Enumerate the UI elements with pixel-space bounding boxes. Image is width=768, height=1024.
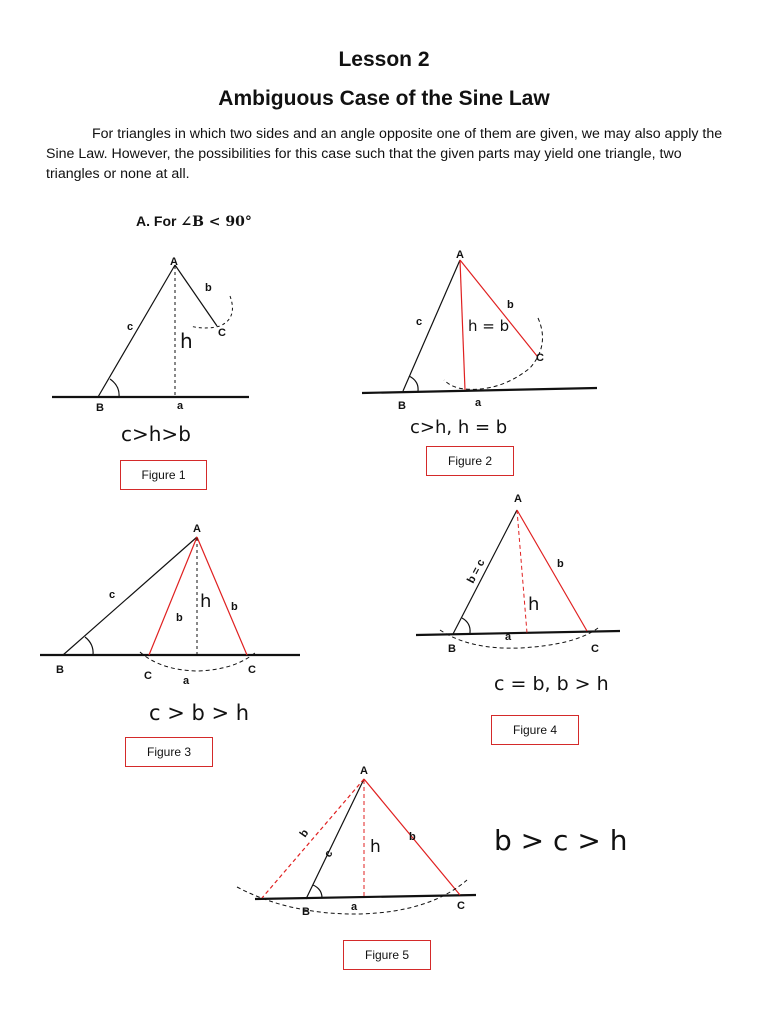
figure-2-caption: Figure 2 [426, 446, 514, 476]
figure-1-caption: Figure 1 [120, 460, 207, 490]
fig1-label-a: a [177, 400, 184, 412]
fig2-relation: c>h, h = b [410, 417, 508, 438]
figure-2-diagram [362, 249, 597, 438]
fig2-label-A: A [456, 249, 464, 261]
fig3-label-b2: b [231, 601, 238, 613]
fig5-label-b2: b [409, 831, 416, 843]
fig1-relation: c>h>b [121, 422, 191, 446]
fig4-height [517, 510, 527, 633]
fig5-relation: b > c > h [494, 824, 628, 857]
fig3-side-b1 [149, 537, 197, 655]
fig3-label-C2: C [248, 664, 256, 676]
fig5-label-h: h [370, 837, 381, 857]
fig2-label-c: c [416, 316, 423, 328]
fig2-label-a: a [475, 397, 482, 409]
fig4-label-c: b = c [465, 557, 488, 586]
figure-4-caption: Figure 4 [491, 715, 579, 745]
fig1-side-b [175, 265, 217, 326]
fig3-label-a: a [183, 675, 190, 687]
fig4-label-b: b [557, 558, 564, 570]
fig1-label-A: A [170, 256, 178, 268]
figure-3-caption: Figure 3 [125, 737, 213, 767]
figure-5-diagram [237, 765, 627, 918]
fig2-label-b: b [507, 299, 514, 311]
fig2-angle-mark [409, 376, 418, 391]
fig1-arc [190, 296, 232, 328]
fig4-label-a: a [505, 631, 512, 643]
figure-4-diagram [416, 493, 620, 695]
fig1-label-b: b [205, 282, 212, 294]
figure-5-caption: Figure 5 [343, 940, 431, 970]
fig3-label-A: A [193, 523, 201, 535]
figure-1-diagram [52, 256, 249, 446]
intro-text: For triangles in which two sides and an angle opposite one of them are given, we may also apply the Sine Law. However, the possibilities for this case such that the given parts may yield one triangle, two triangles or none at all. [46, 126, 723, 182]
page-title: Ambiguous Case of the Sine Law [218, 87, 550, 110]
fig3-relation: c > b > h [149, 701, 250, 725]
fig2-side-b [460, 260, 537, 356]
fig3-label-B: B [56, 664, 64, 676]
fig4-label-h: h [528, 594, 540, 615]
fig5-label-b1: b [297, 827, 312, 840]
fig3-label-C1: C [144, 670, 152, 682]
fig3-label-h: h [200, 591, 212, 612]
fig3-side-c [63, 537, 197, 655]
fig1-label-B: B [96, 402, 104, 414]
fig3-label-b1: b [176, 612, 183, 624]
fig4-angle-mark [462, 618, 470, 633]
fig1-label-h: h [180, 329, 193, 353]
lesson-heading: Lesson 2 [338, 48, 430, 71]
fig2-baseline [362, 388, 597, 393]
fig2-label-C: C [536, 352, 544, 364]
fig5-label-a: a [351, 901, 358, 913]
case-condition: ∠B < 90° [180, 214, 252, 230]
fig2-side-c [403, 260, 460, 391]
fig2-label-B: B [398, 400, 406, 412]
fig5-label-A: A [360, 765, 368, 777]
fig4-label-B: B [448, 643, 456, 655]
fig5-label-B: B [302, 906, 310, 918]
fig3-angle-mark [85, 637, 93, 655]
fig1-angle-mark [110, 379, 119, 397]
fig5-label-c: c [322, 848, 336, 860]
fig4-side-c [453, 510, 517, 634]
fig4-label-A: A [514, 493, 522, 505]
fig1-label-c: c [127, 321, 134, 333]
case-prefix: A. For [136, 213, 181, 229]
fig1-label-C: C [218, 327, 226, 339]
fig2-label-h: h = b [468, 317, 510, 335]
figure-3-diagram [40, 523, 300, 725]
fig3-label-c: c [109, 589, 116, 601]
fig1-side-c [98, 265, 175, 397]
fig4-relation: c = b, b > h [494, 673, 609, 695]
fig5-label-C: C [457, 900, 465, 912]
fig4-label-C: C [591, 643, 599, 655]
fig5-side-c [306, 779, 364, 899]
fig2-height [460, 260, 465, 390]
fig5-side-b1 [262, 779, 364, 898]
fig5-angle-mark [313, 885, 322, 898]
